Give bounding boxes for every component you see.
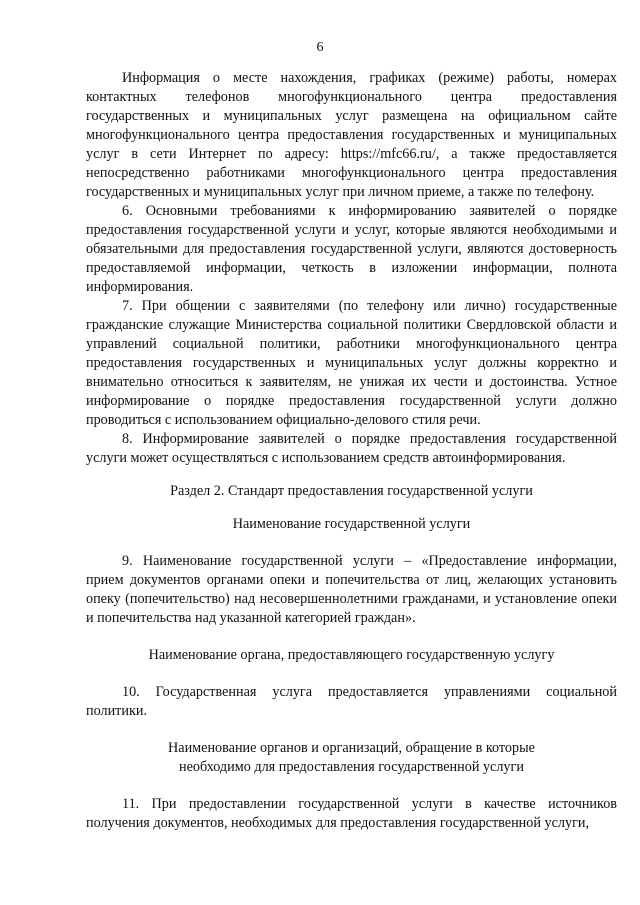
spacer (86, 468, 617, 482)
paragraph-6: 6. Основными требованиями к информированию заявителей о порядке предоставления государственной услуги и услуг, которые являются необходимыми и обязательными для предоставления государственной услуги, являются достоверность предоставляемой информации, четкость в изложении информации, полнота информирования. (86, 203, 617, 295)
spacer (86, 721, 617, 739)
service-name-heading: Наименование государственной услуги (232, 516, 471, 532)
spacer (86, 777, 617, 795)
spacer (86, 628, 617, 646)
paragraph-11: 11. При предоставлении государственной услуги в качестве источников получения документов, необходимых для предоставления государственной услуги, (86, 796, 617, 831)
section-2-heading: Раздел 2. Стандарт предоставления государственной услуги (170, 483, 533, 499)
page-number: 6 (316, 40, 324, 55)
orgs-heading-line-2: необходимо для предоставления государственной услуги (179, 759, 524, 775)
spacer (86, 501, 617, 515)
paragraph-8: 8. Информирование заявителей о порядке предоставления государственной услуги может осуществляться с использованием средств автоинформирования. (86, 431, 617, 466)
paragraph-9: 9. Наименование государственной услуги – «Предоставление информации, прием документов органами опеки и попечительства от лиц, желающих установить опеку (попечительство) над несовершеннолетними гражданами, и установление опеки и попечительства над указанной категорией граждан». (86, 553, 617, 626)
orgs-heading-line-1: Наименование органов и организаций, обращение в которые (168, 740, 535, 756)
spacer (86, 534, 617, 552)
paragraph-contact-info: Информация о месте нахождения, графиках (режиме) работы, номерах контактных телефонов многофункционального центра предоставления государственных и муниципальных услуг размещена на официальном сайте многофункционального центра предоставления государственных и муниципальных услуг в сети Интернет по адресу: https://mfc66.ru/, а также предоставляется непосредственно работниками многофункционального центра предоставления государственных и муниципальных услуг при личном приеме, а также по телефону. (86, 70, 617, 200)
agency-name-heading: Наименование органа, предоставляющего государственную услугу (148, 647, 555, 663)
paragraph-10: 10. Государственная услуга предоставляется управлениями социальной политики. (86, 684, 617, 719)
paragraph-7: 7. При общении с заявителями (по телефону или лично) государственные гражданские служащие Министерства социальной политики Свердловской области и управлений социальной политики, работники многофункционального центра предоставления государственных и муниципальных услуг должны корректно и внимательно относиться к заявителям, не унижая их чести и достоинства. Устное информирование о порядке предоставления государственной услуги должно проводиться с использованием официально-делового стиля речи. (86, 298, 617, 428)
document-body (86, 69, 617, 833)
spacer (86, 665, 617, 683)
